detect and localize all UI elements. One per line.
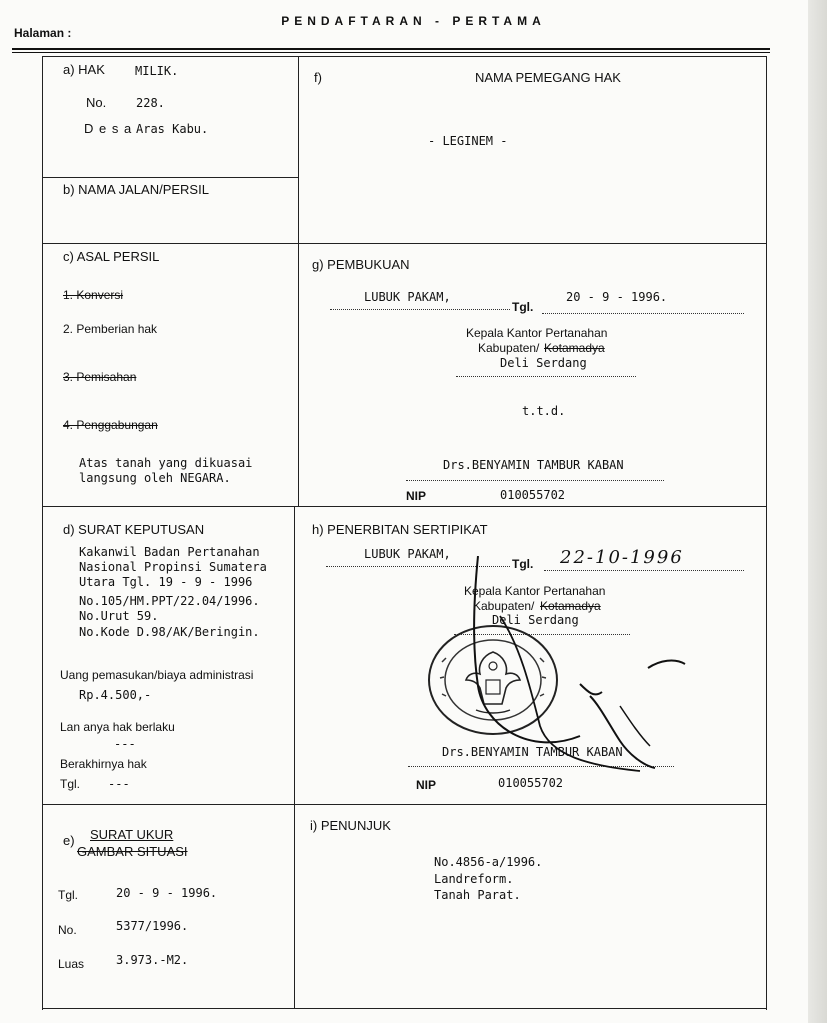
ukur-luas-value: 3.973.-M2.: [116, 953, 189, 967]
penerbitan-place: LUBUK PAKAM,: [364, 547, 451, 561]
pemegang-prefix: f): [314, 70, 322, 85]
keputusan-line-6: No.Kode D.98/AK/Beringin.: [79, 625, 260, 639]
keputusan-line-2: Nasional Propinsi Sumatera: [79, 560, 267, 574]
desa-value: Aras Kabu.: [136, 122, 209, 136]
pembukuan-ttd: t.t.d.: [522, 404, 566, 418]
penunjuk-label: i) PENUNJUK: [310, 818, 391, 833]
ukur-no-value: 5377/1996.: [116, 919, 189, 933]
surat-ukur-title: SURAT UKUR: [90, 827, 174, 842]
berakhir-tgl-label: Tgl.: [60, 777, 81, 791]
penunjuk-line-3: Tanah Parat.: [434, 888, 521, 902]
grid-left-border: [42, 56, 43, 1010]
grid-mid-lower: [294, 506, 295, 1008]
pembukuan-date-dots: [542, 313, 744, 314]
pembukuan-nip-value: 010055702: [500, 488, 566, 502]
header-rule: [12, 48, 770, 50]
asal-item-pemisahan: 3. Pemisahan: [63, 370, 137, 384]
pembukuan-date: 20 - 9 - 1996.: [566, 290, 668, 304]
keputusan-line-3: Utara Tgl. 19 - 9 - 1996: [79, 575, 253, 589]
hak-label: a) HAK: [63, 62, 105, 77]
penerbitan-tgl-label: Tgl.: [512, 557, 534, 571]
header-rule-thin: [12, 52, 770, 53]
ukur-no-label: No.: [58, 923, 77, 937]
ukur-luas-label: Luas: [58, 957, 85, 971]
penerbitan-date-handwritten: 22-10-1996: [560, 547, 684, 568]
berakhir-tgl-value: ---: [108, 777, 130, 791]
surat-ukur-prefix: e): [63, 833, 75, 848]
grid-bottom-border: [42, 1008, 766, 1009]
uang-pemasukan-label: Uang pemasukan/biaya administrasi: [60, 668, 254, 682]
uang-pemasukan-value: Rp.4.500,-: [79, 688, 152, 702]
penunjuk-line-1: No.4856-a/1996.: [434, 855, 543, 869]
grid-right-border: [766, 56, 767, 1010]
keputusan-line-4: No.105/HM.PPT/22.04/1996.: [79, 594, 260, 608]
ukur-tgl-label: Tgl.: [58, 888, 79, 902]
keputusan-line-5: No.Urut 59.: [79, 609, 159, 623]
hak-value: MILIK.: [135, 64, 179, 78]
no-value: 228.: [136, 96, 165, 110]
asal-item-konversi: 1. Konversi: [63, 288, 124, 302]
pembukuan-district: Deli Serdang: [500, 356, 587, 370]
grid-row2-divider: [42, 243, 766, 244]
pembukuan-office-kabupaten: Kabupaten/: [478, 341, 540, 355]
pembukuan-place: LUBUK PAKAM,: [364, 290, 451, 304]
pembukuan-place-dots: [330, 309, 510, 310]
grid-row3-divider: [42, 506, 766, 507]
lamanya-hak-label: Lan anya hak berlaku: [60, 720, 175, 734]
halaman-label: Halaman :: [14, 26, 72, 40]
asal-item-penggabungan: 4. Penggabungan: [63, 418, 158, 432]
penerbitan-signer: Drs.BENYAMIN TAMBUR KABAN: [442, 745, 623, 759]
asal-note-line-1: Atas tanah yang dikuasai: [79, 456, 253, 470]
penunjuk-line-2: Landreform.: [434, 872, 514, 886]
no-label: No.: [86, 95, 107, 110]
grid-row4-divider: [42, 804, 766, 805]
surat-keputusan-label: d) SURAT KEPUTUSAN: [63, 522, 205, 537]
penerbitan-office-kotamadya: Kotamadya: [540, 599, 601, 613]
pemegang-value: - LEGINEM -: [428, 134, 508, 148]
grid-a-b-divider: [42, 177, 298, 178]
nama-jalan-persil-label: b) NAMA JALAN/PERSIL: [63, 182, 209, 197]
document-title: PENDAFTARAN - PERTAMA: [281, 14, 546, 28]
pembukuan-nip-label: NIP: [406, 489, 427, 503]
signature-icon: [470, 556, 720, 782]
pembukuan-office-line1: Kepala Kantor Pertanahan: [466, 326, 608, 340]
asal-item-pemberian-hak: 2. Pemberian hak: [63, 322, 158, 336]
keputusan-line-1: Kakanwil Badan Pertanahan: [79, 545, 260, 559]
asal-persil-label: c) ASAL PERSIL: [63, 249, 160, 264]
asal-note-line-2: langsung oleh NEGARA.: [79, 471, 231, 485]
pembukuan-tgl-label: Tgl.: [512, 300, 534, 314]
scan-edge-shadow: [808, 0, 827, 1023]
berakhirnya-hak-label: Berakhirnya hak: [60, 757, 147, 771]
grid-top-border: [42, 56, 766, 57]
ukur-tgl-value: 20 - 9 - 1996.: [116, 886, 218, 900]
pembukuan-label: g) PEMBUKUAN: [312, 257, 410, 272]
pembukuan-signer-dots: [406, 480, 664, 481]
pembukuan-signer: Drs.BENYAMIN TAMBUR KABAN: [443, 458, 624, 472]
penerbitan-nip-value: 010055702: [498, 776, 564, 790]
nama-pemegang-hak-label: NAMA PEMEGANG HAK: [475, 70, 621, 85]
pembukuan-district-dots: [456, 376, 636, 377]
desa-label: D e s a: [84, 121, 133, 136]
penerbitan-office-kabupaten: Kabupaten/: [473, 599, 535, 613]
penerbitan-nip-label: NIP: [416, 778, 437, 792]
pembukuan-office-kotamadya: Kotamadya: [544, 341, 605, 355]
gambar-situasi-title: GAMBAR SITUASI: [77, 844, 188, 859]
grid-mid-upper: [298, 56, 299, 506]
penerbitan-district: Deli Serdang: [492, 613, 579, 627]
lamanya-hak-value: ---: [114, 737, 136, 751]
penerbitan-label: h) PENERBITAN SERTIPIKAT: [312, 522, 488, 537]
penerbitan-office-line1: Kepala Kantor Pertanahan: [464, 584, 606, 598]
